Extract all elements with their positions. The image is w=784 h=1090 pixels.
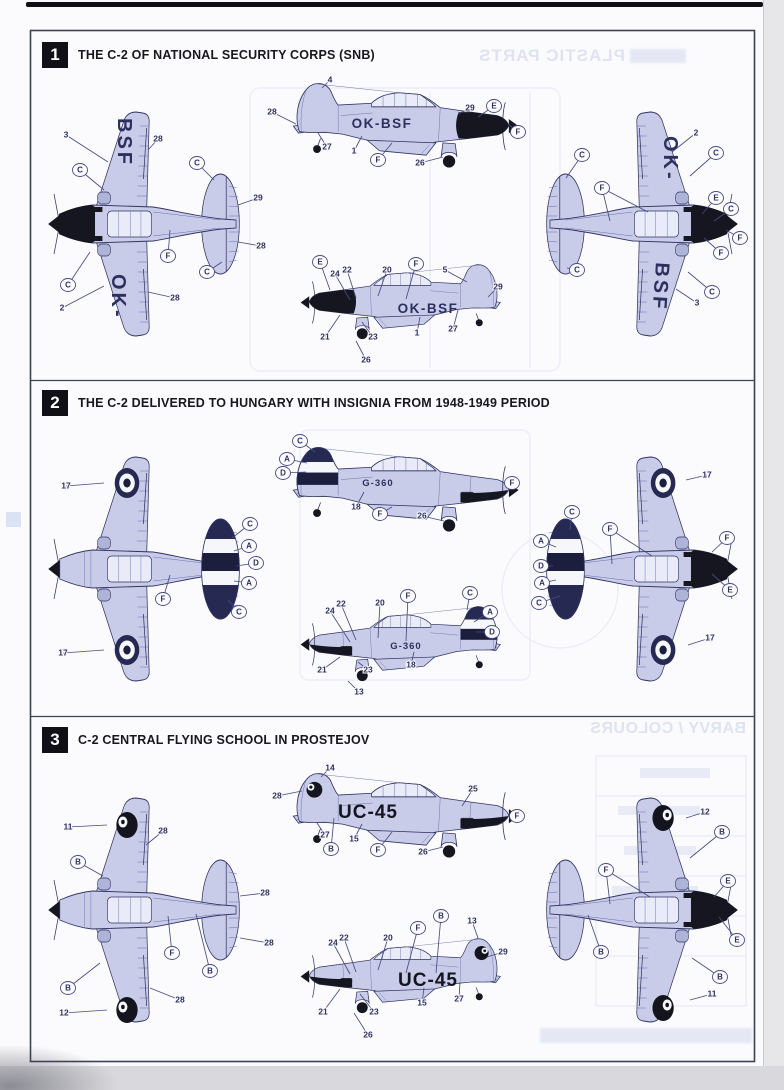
svg-text:B: B [328,844,334,854]
wing-code-right-bottom: BSF [647,261,673,313]
callout-28 [150,988,185,1005]
svg-text:D: D [253,558,259,568]
svg-text:1: 1 [351,145,357,156]
svg-text:13: 13 [354,686,364,697]
svg-text:2: 2 [693,127,699,138]
callout-26 [354,1013,373,1040]
section-number: 2 [50,393,60,412]
svg-text:C: C [574,265,580,275]
fuselage-code-s2-upper: G-360 [362,478,394,489]
svg-text:B: B [75,857,81,867]
aircraft-top-view-scheme2 [48,457,240,681]
svg-text:12: 12 [700,806,710,817]
fuselage-code-s2-lower: G-360 [390,641,422,652]
callout-B [61,963,101,995]
callout-C [73,164,105,191]
fuselage-code-s3-lower: UC-45 [398,970,458,991]
svg-text:E: E [491,101,497,111]
svg-text:D: D [489,627,495,637]
section-number: 1 [50,45,60,64]
callout-11 [64,822,108,832]
callout-C [61,252,91,292]
aircraft-top-view-scheme3 [48,798,240,1023]
svg-text:C: C [297,436,303,446]
svg-text:4: 4 [327,74,333,85]
callout-13 [348,681,364,697]
callout-17 [688,633,715,645]
svg-text:A: A [284,454,290,464]
svg-text:C: C [536,598,542,608]
callout-28 [267,107,296,124]
svg-text:24: 24 [328,937,338,948]
callout-C [293,435,316,453]
svg-text:11: 11 [707,988,717,999]
callout-C [463,587,478,611]
svg-text:A: A [246,541,252,551]
svg-text:F: F [718,248,724,258]
callout-C [690,147,724,177]
callout-28 [240,888,270,898]
callout-28 [146,826,168,845]
svg-text:F: F [413,259,419,269]
fuselage-code-s1-lower: OK-BSF [397,301,459,316]
svg-text:3: 3 [63,129,69,140]
aircraft-bottom-view-scheme1 [546,112,738,336]
svg-text:18: 18 [406,659,416,670]
svg-text:5: 5 [442,264,448,275]
section-header-2 [42,390,550,416]
svg-text:E: E [713,193,719,203]
svg-text:F: F [169,948,175,958]
svg-text:28: 28 [256,240,266,251]
callout-B [690,826,730,859]
callout-F [726,230,748,245]
callout-E [313,256,331,291]
svg-text:20: 20 [375,597,385,608]
callout-F [508,124,526,139]
svg-text:26: 26 [361,354,371,365]
svg-text:27: 27 [448,323,458,334]
callout-F [704,238,729,260]
svg-text:C: C [236,607,242,617]
svg-text:24: 24 [330,268,340,279]
section-title-1: THE C-2 OF NATIONAL SECURITY CORPS (SNB) [78,48,375,62]
svg-text:F: F [737,233,743,243]
svg-text:B: B [65,983,71,993]
svg-text:26: 26 [417,510,427,521]
svg-text:12: 12 [59,1007,69,1018]
callout-C [190,157,215,181]
svg-text:11: 11 [63,821,73,832]
svg-text:D: D [280,468,286,478]
svg-text:E: E [734,935,740,945]
svg-text:14: 14 [325,762,335,773]
svg-text:B: B [207,966,213,976]
svg-text:17: 17 [705,632,715,643]
callout-F [505,477,520,490]
svg-text:F: F [375,845,381,855]
svg-text:F: F [405,591,411,601]
svg-text:3: 3 [694,297,700,308]
callout-21 [320,315,340,342]
svg-text:A: A [538,536,544,546]
svg-text:17: 17 [702,469,712,480]
callout-E [719,917,745,947]
svg-text:25: 25 [468,783,478,794]
section-title-2: THE C-2 DELIVERED TO HUNGARY WITH INSIGNIA FROM 1948-1949 PERIOD [78,396,550,410]
bleedthrough-colours-text: BARVY / COLOURS [589,720,746,737]
section-header-3 [42,727,369,753]
svg-text:F: F [415,923,421,933]
callout-28 [238,241,266,251]
wing-code-left-bottom: OK- [107,274,129,320]
svg-text:F: F [160,594,166,604]
aircraft-side-view-upper-scheme2 [292,445,518,531]
svg-text:C: C [204,267,210,277]
svg-text:C: C [77,165,83,175]
svg-text:E: E [727,585,733,595]
svg-text:C: C [709,287,715,297]
svg-text:29: 29 [465,102,475,113]
bleedthrough-plastic-parts-text: PLASTIC PARTS [478,46,625,65]
section-number-badge-2 [42,390,68,416]
svg-text:15: 15 [417,997,427,1008]
svg-text:18: 18 [351,501,361,512]
svg-text:B: B [598,947,604,957]
svg-text:E: E [317,257,323,267]
svg-text:28: 28 [260,887,270,898]
svg-text:24: 24 [325,605,335,616]
callout-F [712,532,735,553]
callout-21 [318,989,340,1017]
callout-29 [458,103,475,114]
callout-12 [59,1008,107,1018]
callout-3 [64,130,108,162]
svg-text:A: A [487,607,493,617]
svg-text:28: 28 [153,133,163,144]
svg-text:D: D [538,561,544,571]
section-number-badge-3 [42,727,68,753]
svg-text:2: 2 [59,302,65,313]
svg-text:F: F [515,127,521,137]
callout-4 [322,75,333,88]
svg-text:1: 1 [414,327,420,338]
callout-E [714,875,736,898]
callout-28 [148,134,163,150]
svg-text:C: C [194,158,200,168]
svg-text:27: 27 [454,993,464,1004]
svg-text:28: 28 [158,825,168,836]
callout-26 [418,847,443,857]
svg-text:29: 29 [493,281,503,292]
svg-text:A: A [246,578,252,588]
svg-text:F: F [377,509,383,519]
callout-D [236,557,264,570]
svg-text:28: 28 [264,937,274,948]
callout-28 [240,938,274,948]
svg-text:15: 15 [349,833,359,844]
svg-text:A: A [539,578,545,588]
svg-text:28: 28 [175,994,185,1005]
svg-text:C: C [579,150,585,160]
svg-text:C: C [728,204,734,214]
wing-code-right-top: OK- [659,136,681,182]
wing-code-left-top: BSF [113,118,135,167]
callout-21 [317,657,340,675]
svg-text:17: 17 [58,647,68,658]
callout-1 [352,136,362,156]
callout-17 [686,470,712,480]
svg-text:20: 20 [382,264,392,275]
callout-11 [690,989,717,1000]
svg-text:22: 22 [342,264,352,275]
svg-text:27: 27 [322,141,332,152]
svg-text:F: F [375,155,381,165]
section-number-badge-1 [42,42,68,68]
callout-26 [415,157,443,168]
svg-text:28: 28 [170,292,180,303]
callout-3 [676,289,700,308]
svg-text:22: 22 [339,932,349,943]
svg-text:B: B [438,911,444,921]
svg-text:22: 22 [336,598,346,609]
svg-text:21: 21 [318,1006,328,1017]
svg-text:C: C [569,507,575,517]
section-header-1 [42,42,375,68]
svg-text:27: 27 [320,829,330,840]
callout-14 [321,763,335,777]
fuselage-code-s1-upper: OK-BSF [351,116,413,131]
fuselage-code-s3-upper: UC-45 [338,802,398,823]
callout-28 [148,292,180,303]
svg-text:21: 21 [320,331,330,342]
callout-17 [58,648,104,658]
svg-text:F: F [514,811,520,821]
svg-text:28: 28 [272,790,282,801]
svg-text:F: F [724,533,730,543]
svg-text:F: F [599,183,605,193]
svg-text:F: F [603,865,609,875]
svg-text:23: 23 [369,1006,379,1017]
svg-text:23: 23 [363,664,373,675]
svg-text:28: 28 [267,106,277,117]
callout-B [692,958,728,984]
svg-text:C: C [65,280,71,290]
svg-text:17: 17 [61,480,71,491]
svg-text:B: B [719,827,725,837]
callout-13 [467,916,478,938]
svg-text:26: 26 [415,157,425,168]
svg-text:13: 13 [467,915,477,926]
section-title-3: C-2 CENTRAL FLYING SCHOOL IN PROSTEJOV [78,733,370,747]
svg-text:23: 23 [368,331,378,342]
svg-text:E: E [725,876,731,886]
aircraft-top-view-scheme1 [48,112,240,336]
svg-text:C: C [247,519,253,529]
svg-text:B: B [717,972,723,982]
section-number: 3 [50,730,60,749]
callout-B [71,856,104,877]
callout-C [566,149,590,179]
svg-text:20: 20 [383,932,393,943]
svg-text:29: 29 [498,946,508,957]
callout-C [232,518,258,539]
svg-text:21: 21 [317,664,327,675]
svg-text:26: 26 [418,846,428,857]
callout-26 [356,341,371,365]
svg-text:F: F [509,478,515,488]
svg-text:F: F [607,524,613,534]
svg-text:C: C [713,148,719,158]
callout-17 [61,481,104,491]
svg-text:29: 29 [253,192,263,203]
svg-text:C: C [467,588,473,598]
svg-text:26: 26 [363,1029,373,1040]
aircraft-bottom-view-scheme2 [546,457,738,681]
svg-text:F: F [165,251,171,261]
callout-C [688,272,720,299]
